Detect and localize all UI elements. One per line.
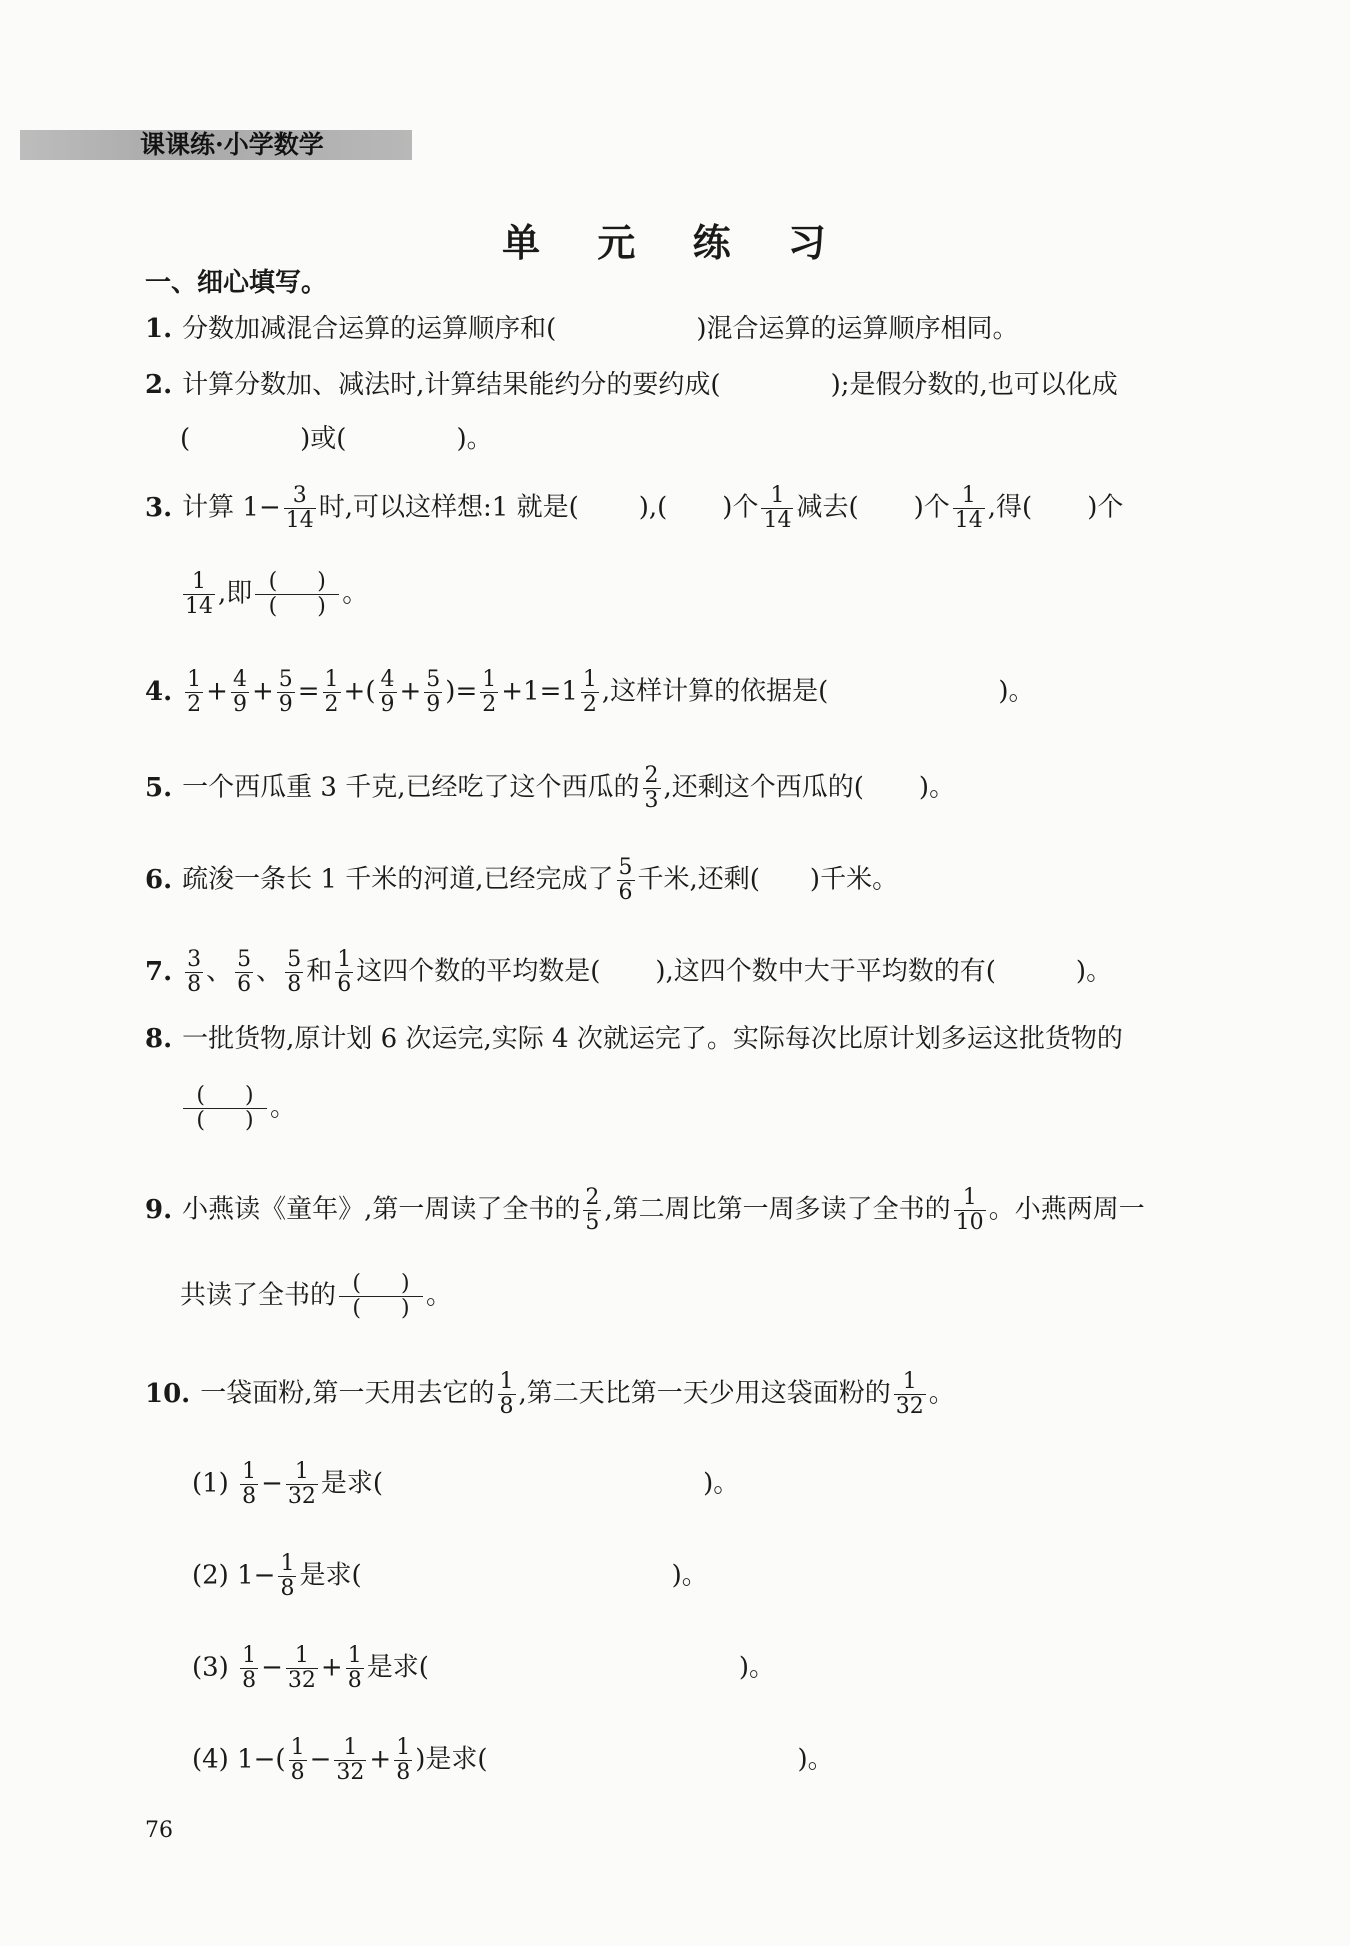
question-10-part-2: (2) 1− $\frac{1}{8}$ 是求( )。 [192,1551,708,1602]
question-9-cont: 共读了全书的 $\frac{( )}{( )}$ 。 [180,1271,453,1322]
question-2-cont: ( )或( )。 [180,424,493,454]
fraction: $\frac{3}{14}$ [285,483,314,534]
blank-fraction: $\frac{( )}{( )}$ [183,1084,267,1133]
fraction: $\frac{1}{14}$ [185,569,213,620]
question-8-cont: $\frac{( )}{( )}$ 。 [180,1084,296,1133]
page-number: 76 [145,1818,173,1843]
question-10-part-4: (4) 1−( $\frac{1}{8}$ − $\frac{1}{32}$ + $\frac{1}{8}$ )是求( )。 [192,1735,834,1786]
question-10-part-3: (3) $\frac{1}{8}$ − $\frac{1}{32}$ + $\frac{1}{8}$ 是求( )。 [192,1643,776,1694]
question-1: 1. 分数加减混合运算的运算顺序和( )混合运算的运算顺序相同。 [145,314,1019,344]
section-heading: 一、细心填写。 [145,268,328,298]
question-3-cont: $\frac{1}{14}$ ,即 $\frac{( )}{( )}$ 。 [185,569,369,620]
question-5: 5. 一个西瓜重 3 千克,已经吃了这个西瓜的 $\frac{2}{3}$ ,还剩这个西瓜的( )。 [145,763,956,814]
question-6: 6. 疏浚一条长 1 千米的河道,已经完成了 $\frac{5}{6}$ 千米,还剩( )千米。 [145,855,899,906]
header-title: 课课练·小学数学 [140,130,324,159]
page-title: 单 元 练 习 [502,220,848,265]
question-10-part-1: (1) $\frac{1}{8}$ − $\frac{1}{32}$ 是求( )。 [192,1459,740,1510]
blank-fraction: $\frac{( )}{( )}$ [339,1272,423,1321]
question-9: 9. 小燕读《童年》,第一周读了全书的 $\frac{2}{5}$ ,第二周比第一周多读了全书的 $\frac{1}{10}$ 。小燕两周一 [145,1185,1145,1236]
question-8: 8. 一批货物,原计划 6 次运完,实际 4 次就运完了。实际每次比原计划多运这批货物的 [145,1024,1123,1054]
question-10: 10. 一袋面粉,第一天用去它的 $\frac{1}{8}$ ,第二天比第一天少用这袋面粉的 $\frac{1}{32}$ 。 [145,1369,955,1420]
question-4: 4. $\frac{1}{2}$ + $\frac{4}{9}$ + $\frac{5}{9}$ = $\frac{1}{2}$ +( $\frac{4}{9}$ + $\frac{5}{9}$ )= $\frac{1}{2}$ +1=1 $\frac{1}{2}$ ,这样计算的依据是( )。 [145,667,1035,718]
question-3: 3. 计算 1− $\frac{3}{14}$ 时,可以这样想:1 就是( ),( )个 $\frac{1}{14}$ 减去( )个 $\frac{1}{14}$ ,得( )个 [145,483,1124,534]
fraction: $\frac{1}{14}$ [763,483,792,534]
question-2: 2. 计算分数加、减法时,计算结果能约分的要约成( );是假分数的,也可以化成 [145,370,1118,400]
blank-fraction: $\frac{( )}{( )}$ [255,570,339,619]
fraction: $\frac{1}{14}$ [954,483,983,534]
question-7: 7. $\frac{3}{8}$ 、 $\frac{5}{6}$ 、 $\frac{5}{8}$ 和 $\frac{1}{6}$ 这四个数的平均数是( ),这四个数中大于平均数的有( )。 [145,947,1113,998]
